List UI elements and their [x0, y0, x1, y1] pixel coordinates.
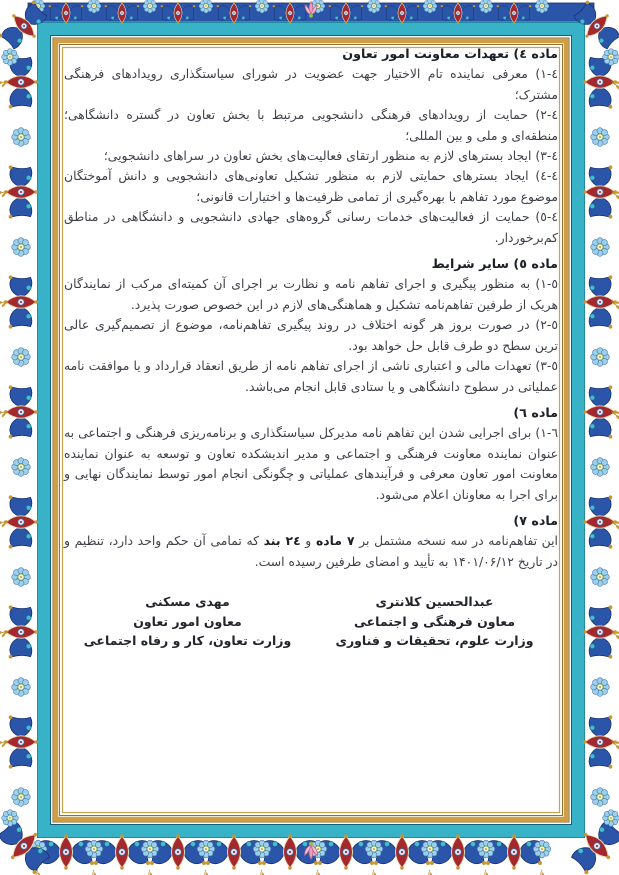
signatory-title: معاون امور تعاون — [133, 613, 242, 629]
article-5-item-3: ٥-٣) تعهدات مالی و اعتباری ناشی از اجرای تفاهم نامه از طریق انعقاد قرارداد و یا موافقت نامه عملیاتی در سطوح دانشگاهی و یا ستادی قابل انجام می‌باشد. — [64, 358, 558, 394]
clause-bold-article-count: ۷ ماده — [315, 533, 355, 549]
signatory-name: عبدالحسین کلانتری — [375, 594, 494, 610]
document-body — [64, 42, 558, 651]
article-4-item-4: ٤-٤) ایجاد بسترهای حمایتی لازم به منظور تشکیل تعاونی‌های دانشجویی و دانش آموختگان موضوع مورد تفاهم با بهره‌گیری از تمامی ظرفیت‌ها و اختیارات قانونی؛ — [64, 168, 558, 204]
article-6-heading: ماده ٦) — [513, 404, 558, 420]
clause-text-3: که تمامی آن حکم واحد دارد، تنظیم و در تاریخ ۱۴۰۱/۰۶/۱۲ به تأیید و امضای طرفین رسیده است. — [64, 533, 558, 569]
signature-block-right — [311, 592, 558, 651]
article-4-item-3: ٤-٣) ایجاد بسترهای لازم به منظور ارتقای فعالیت‌های بخش تعاون در سراهای دانشجویی؛ — [103, 148, 558, 164]
article-7-heading: ماده ٧) — [513, 512, 558, 528]
article-5-item-2: ٥-٢) در صورت بروز هر گونه اختلاف در روند پیگیری تفاهم‌نامه، موضوع از تصمیم‌گیری عالی ترین سطح دو طرف قابل حل خواهد بود. — [64, 317, 558, 353]
article-5-item-1: ٥-١) به منظور پیگیری و اجرای تفاهم نامه و نظارت بر اجرای آن کمیته‌ای مرکب از نمایندگان هریک از طرفین تفاهم‌نامه تشکیل و هماهنگی‌های لازم در این خصوص صورت پذیرد. — [64, 276, 558, 312]
article-6-item-1: ٦-١) برای اجرایی شدن این تفاهم نامه مدیرکل سیاستگذاری و برنامه‌ریزی فرهنگی و اجتماعی به عنوان نماینده معاونت فرهنگی و اجتماعی و مدیر اندیشکده تعاون و توسعه به عنوان نماینده معاونت امور تعاون معرفی و فرآیندهای عملیاتی و چگونگی انجام امور توسط نمایندگان نهایی و برای اجرا به معاونان اعلام می‌شود. — [64, 425, 558, 502]
article-5-heading: ماده ٥) سایر شرایط — [431, 256, 558, 272]
signatory-name: مهدی مسکنی — [145, 594, 230, 610]
clause-text-2: و — [300, 533, 316, 549]
clause-bold-item-count: ۲٤ بند — [263, 533, 301, 549]
article-4-item-1: ٤-١) معرفی نماینده تام الاختیار جهت عضویت در شورای سیاستگذاری رویدادهای فرهنگی مشترک؛ — [64, 66, 558, 102]
clause-text-1: این تفاهم‌نامه در سه نسخه مشتمل بر — [354, 533, 559, 549]
signature-block-left — [64, 592, 311, 651]
article-4-heading: ماده ٤) تعهدات معاونت امور تعاون — [342, 46, 558, 61]
article-7-clause — [64, 531, 558, 572]
signatory-organization: وزارت تعاون، کار و رفاه اجتماعی — [83, 633, 292, 649]
signatory-organization: وزارت علوم، تحقیقات و فناوری — [335, 633, 534, 649]
article-4-item-2: ٤-٢) حمایت از رویدادهای فرهنگی دانشجویی مرتبط با بخش تعاون در گستره دانشگاهی؛ منطقه‌ای و ملی و بین المللی؛ — [64, 107, 558, 143]
article-4-item-5: ٤-٥) حمایت از فعالیت‌های خدمات رسانی گروه‌های جهادی دانشجویی و دانشگاهی در مناطق کم‌برخوردار. — [64, 209, 558, 245]
signatory-title: معاون فرهنگی و اجتماعی — [353, 613, 516, 629]
signature-row — [64, 592, 558, 651]
